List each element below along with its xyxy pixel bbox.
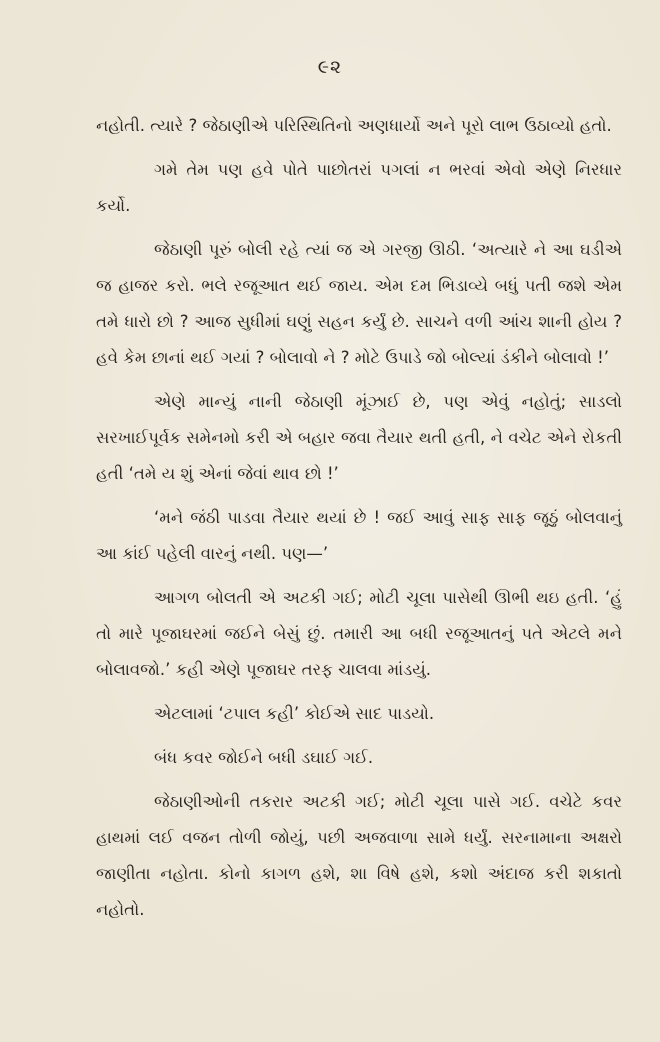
page-number: ૯૨ <box>317 56 343 78</box>
paragraph: જેઠાણીઓની તકરાર અટકી ગઈ; મોટી ચૂલા પાસે ગઈ. વચેટે કવર હાથમાં લઈ વજન તોળી જોયું, પછી અજવાળા સામે ધર્યું. સરનામાના અક્ષરો જાણીતા નહોતા. કોનો કાગળ હશે, શા વિષે હશે, કશો અંદાજ કરી શકાતો નહોતો. <box>96 792 622 919</box>
paragraph: જેઠાણી પૂરું બોલી રહે ત્યાં જ એ ગરજી ઊઠી. ‘અત્યારે ને આ ઘડીએ જ હાજર કરો. ભલે રજૂઆત થઈ જાય. એમ દમ ભિડાવ્યે બધું પતી જશે એમ તમે ધારો છો ? આજ સુધીમાં ઘણું સહન કર્યું છે. સાચને વળી આંચ શાની હોય ? હવે કેમ છાનાં થઈ ગયાં ? બોલાવો ને ? મોટે ઉપાડે જો બોલ્યાં ડંકીને બોલાવો !’ <box>96 240 622 367</box>
paragraph: બંધ કવર જોઈને બધી ડઘાઈ ગઈ. <box>154 748 374 767</box>
paragraph: એણે માન્યું નાની જેઠાણી મૂંઝાઈ છે, પણ એવું નહોતું; સાડલો સરખાઈપૂર્વક સમેનમો કરી એ બહાર જવા તૈયાર થતી હતી, ને વચેટ એને રોકતી હતી ‘તમે ય શું એનાં જેવાં થાવ છો !’ <box>96 392 622 483</box>
body-text <box>96 108 622 936</box>
paragraph: આગળ બોલતી એ અટકી ગઈ; મોટી ચૂલા પાસેથી ઊભી થઇ હતી. ‘હું તો મારે પૂજાઘરમાં જઈને બેસું છું. તમારી આ બધી રજૂઆતનું પતે એટલે મને બોલાવજો.’ કહી એણે પૂજાઘર તરફ ચાલવા માંડયું. <box>96 588 622 679</box>
paragraph: ગમે તેમ પણ હવે પોતે પાછોતરાં પગલાં ન ભરવાં એવો એણે નિરધાર કર્યો. <box>96 160 622 215</box>
paragraph: એટલામાં ‘ટપાલ કહી’ કોઈએ સાદ પાડયો. <box>154 704 435 723</box>
paragraph: નહોતી. ત્યારે ? જેઠાણીએ પરિસ્થિતિનો અણધાર્યો અને પૂરો લાભ ઉઠાવ્યો હતો. <box>96 116 612 135</box>
paragraph: ‘મને જંઠી પાડવા તૈયાર થયાં છે ! જઈ આવું સાફ સાફ જૂઠું બોલવાનું આ કાંઈ પહેલી વારનું નથી. પણ—’ <box>96 508 622 563</box>
